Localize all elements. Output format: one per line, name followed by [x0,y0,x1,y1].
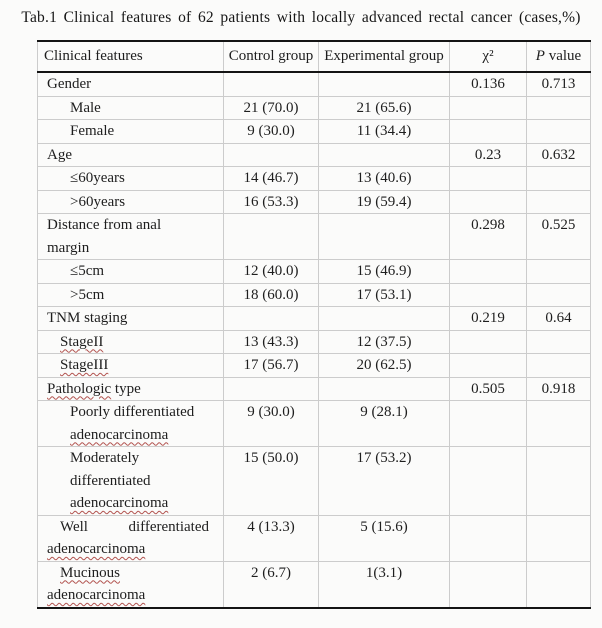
experimental-cell [319,214,450,260]
p-cell [527,283,591,307]
chi-cell [450,260,527,284]
feature-text-spellcheck: StageII [60,333,104,350]
table-row [38,307,591,331]
feature-text-spellcheck: adenocarcinoma [47,541,146,557]
p-value-symbol: P [535,48,545,64]
chi-cell: 0.136 [450,72,527,96]
experimental-cell: 12 (37.5) [319,330,450,354]
chi-cell [450,96,527,120]
header-experimental-group: Experimental group [319,41,450,72]
control-cell: 15 (50.0) [224,447,319,516]
feature-text: Distance from anal [47,217,162,233]
control-cell: 16 (53.3) [224,190,319,214]
p-cell [527,401,591,447]
feature-line [42,120,219,143]
chi-cell: 0.505 [450,377,527,401]
feature-text: >5cm [70,286,105,303]
header-clinical-features: Clinical features [38,41,224,72]
chi-cell [450,190,527,214]
feature-line [42,97,219,120]
experimental-cell [319,72,450,96]
clinical-features-table [37,40,591,609]
p-cell [527,515,591,561]
feature-line [42,516,219,539]
chi-cell [450,401,527,447]
experimental-cell: 20 (62.5) [319,354,450,378]
experimental-cell [319,307,450,331]
feature-text: ≤5cm [70,263,105,279]
feature-cell [38,214,224,260]
experimental-cell [319,143,450,167]
table-header [38,41,591,72]
feature-line [42,354,219,377]
feature-text: Female [70,123,115,139]
p-cell: 0.918 [527,377,591,401]
feature-line [42,584,219,607]
table-row [38,377,591,401]
feature-line [42,562,219,585]
chi-cell [450,354,527,378]
chi-cell [450,561,527,608]
experimental-cell: 9 (28.1) [319,401,450,447]
feature-text: differentiated [128,518,209,535]
feature-line [42,191,219,214]
chi-cell [450,283,527,307]
table-row [38,167,591,191]
feature-line [42,260,219,283]
p-cell: 0.525 [527,214,591,260]
feature-text-spellcheck: adenocarcinoma [47,587,146,603]
feature-cell [38,283,224,307]
feature-line [42,167,219,190]
feature-cell [38,354,224,378]
feature-cell [38,561,224,608]
table-row [38,354,591,378]
feature-cell [38,377,224,401]
table-row [38,72,591,96]
feature-text-spellcheck: adenocarcinoma [70,495,169,511]
p-cell [527,354,591,378]
feature-text-spellcheck: Pathologic [47,380,112,397]
feature-text: TNM staging [47,310,128,326]
chi-cell: 0.298 [450,214,527,260]
chi-cell [450,330,527,354]
feature-text: Moderately [70,450,140,466]
feature-line [42,424,219,447]
table-row [38,401,591,447]
feature-cell [38,190,224,214]
feature-line [42,214,219,237]
control-cell: 9 (30.0) [224,120,319,144]
feature-cell [38,515,224,561]
feature-cell [38,120,224,144]
feature-text: Male [70,99,101,116]
feature-line [42,470,219,493]
feature-text: >60years [70,193,126,210]
feature-line [42,284,219,307]
feature-text-spellcheck: Mucinous [60,564,120,581]
experimental-cell: 1(3.1) [319,561,450,608]
p-cell [527,260,591,284]
header-p-value [527,41,591,72]
p-cell [527,167,591,191]
feature-cell [38,72,224,96]
feature-line [42,237,219,260]
feature-cell [38,143,224,167]
feature-text-spellcheck: adenocarcinoma [70,426,169,443]
feature-line [42,144,219,167]
control-cell: 17 (56.7) [224,354,319,378]
header-row [38,41,591,72]
control-cell: 2 (6.7) [224,561,319,608]
feature-line [42,492,219,515]
feature-text: Well [60,518,88,535]
chi-cell: 0.23 [450,143,527,167]
feature-cell [38,447,224,516]
p-cell [527,447,591,516]
feature-text: Poorly differentiated [70,404,195,420]
experimental-cell: 17 (53.1) [319,283,450,307]
feature-line [42,378,219,401]
header-control-group: Control group [224,41,319,72]
feature-text: margin [47,239,90,256]
chi-cell [450,120,527,144]
chi-cell [450,515,527,561]
p-cell [527,561,591,608]
table-row [38,190,591,214]
feature-cell [38,167,224,191]
control-cell: 18 (60.0) [224,283,319,307]
table-row [38,143,591,167]
feature-line [42,331,219,354]
table-row [38,447,591,516]
feature-line [42,401,219,424]
chi-cell: 0.219 [450,307,527,331]
feature-line [42,447,219,470]
control-cell [224,143,319,167]
p-cell [527,190,591,214]
feature-text: ≤60years [70,170,125,186]
experimental-cell: 15 (46.9) [319,260,450,284]
feature-cell [38,307,224,331]
p-value-word: value [544,48,582,64]
chi-cell [450,167,527,191]
experimental-cell: 17 (53.2) [319,447,450,516]
feature-line [42,307,219,330]
table-title: Tab.1 Clinical features of 62 patients with locally advanced rectal cancer (cases,%) [21,9,581,26]
control-cell: 12 (40.0) [224,260,319,284]
p-cell [527,330,591,354]
feature-cell [38,96,224,120]
p-cell [527,120,591,144]
p-cell: 0.713 [527,72,591,96]
feature-text: Gender [47,76,92,92]
experimental-cell: 11 (34.4) [319,120,450,144]
feature-text: Age [47,146,72,163]
table-row [38,260,591,284]
header-chi-square: χ² [450,41,527,72]
p-cell: 0.64 [527,307,591,331]
feature-text: type [111,380,141,397]
p-cell: 0.632 [527,143,591,167]
p-cell [527,96,591,120]
control-cell: 13 (43.3) [224,330,319,354]
table-row [38,214,591,260]
control-cell: 21 (70.0) [224,96,319,120]
experimental-cell: 5 (15.6) [319,515,450,561]
experimental-cell [319,377,450,401]
feature-cell [38,330,224,354]
table-body [38,72,591,608]
feature-text: differentiated [70,472,151,489]
table-row [38,561,591,608]
control-cell [224,214,319,260]
control-cell [224,72,319,96]
control-cell [224,377,319,401]
feature-line [42,538,219,561]
feature-cell [38,401,224,447]
feature-cell [38,260,224,284]
experimental-cell: 13 (40.6) [319,167,450,191]
feature-line [42,73,219,96]
control-cell: 14 (46.7) [224,167,319,191]
feature-text-spellcheck: StageIII [60,357,109,373]
table-row [38,120,591,144]
experimental-cell: 19 (59.4) [319,190,450,214]
control-cell [224,307,319,331]
control-cell: 9 (30.0) [224,401,319,447]
table-row [38,515,591,561]
table-row [38,330,591,354]
experimental-cell: 21 (65.6) [319,96,450,120]
table-row [38,96,591,120]
control-cell: 4 (13.3) [224,515,319,561]
chi-cell [450,447,527,516]
table-row [38,283,591,307]
